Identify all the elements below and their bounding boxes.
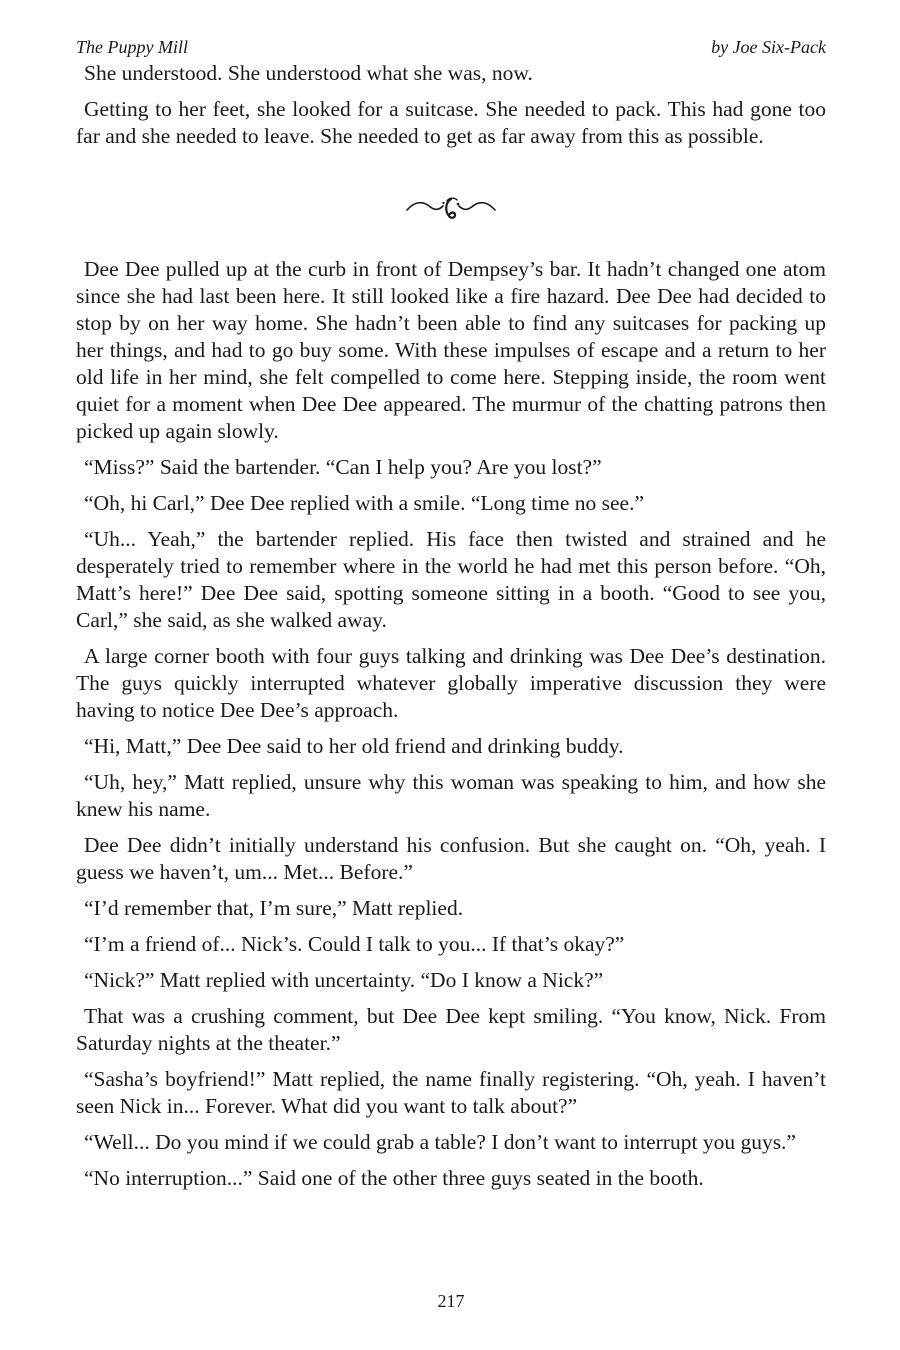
page-number: 217: [437, 1291, 465, 1311]
paragraph: “Sasha’s boyfriend!” Matt replied, the name finally registering. “Oh, yeah. I haven’t seen Nick in... Forever. What did you want to talk about?”: [76, 1067, 826, 1118]
book-page: [76, 36, 826, 1326]
paragraph: “I’m a friend of... Nick’s. Could I talk to you... If that’s okay?”: [84, 932, 625, 956]
body-text: [76, 60, 826, 1192]
paragraph: Dee Dee pulled up at the curb in front of Dempsey’s bar. It hadn’t changed one atom since she had last been here. It still looked like a fire hazard. Dee Dee had decided to stop by on her way home. She hadn’t been able to find any suitcases for packing up her things, and had to go buy some. With these impulses of escape and a return to her old life in her mind, she felt compelled to come here. Stepping inside, the room went quiet for a moment when Dee Dee appeared. The murmur of the chatting patrons then picked up again slowly.: [76, 257, 826, 443]
paragraph: That was a crushing comment, but Dee Dee kept smiling. “You know, Nick. From Saturday nights at the theater.”: [76, 1004, 826, 1055]
paragraph: She understood. She understood what she was, now.: [84, 61, 533, 85]
book-author: by Joe Six-Pack: [711, 37, 826, 57]
paragraph: “Uh, hey,” Matt replied, unsure why this woman was speaking to him, and how she knew his name.: [76, 770, 826, 821]
running-header: [76, 36, 826, 60]
paragraph: “Miss?” Said the bartender. “Can I help you? Are you lost?”: [84, 455, 602, 479]
paragraph: “Oh, hi Carl,” Dee Dee replied with a smile. “Long time no see.”: [84, 491, 644, 515]
paragraph: “Uh... Yeah,” the bartender replied. His face then twisted and strained and he desperately tried to remember where in the world he had met this person before. “Oh, Matt’s here!” Dee Dee said, spotting someone sitting in a booth. “Good to see you, Carl,” she said, as she walked away.: [76, 527, 826, 632]
paragraph: “Hi, Matt,” Dee Dee said to her old friend and drinking buddy.: [84, 734, 624, 758]
section-break: [76, 160, 826, 256]
paragraph: A large corner booth with four guys talking and drinking was Dee Dee’s destination. The guys quickly interrupted whatever globally imperative discussion they were having to notice Dee Dee’s approach.: [76, 644, 826, 722]
paragraph: Dee Dee didn’t initially understand his confusion. But she caught on. “Oh, yeah. I guess we haven’t, um... Met... Before.”: [76, 833, 826, 884]
fleuron-ornament-icon: [405, 195, 497, 221]
paragraph: “I’d remember that, I’m sure,” Matt replied.: [84, 896, 464, 920]
paragraph: “Well... Do you mind if we could grab a table? I don’t want to interrupt you guys.”: [84, 1130, 796, 1154]
paragraph: “No interruption...” Said one of the other three guys seated in the booth.: [84, 1166, 704, 1190]
paragraph: Getting to her feet, she looked for a suitcase. She needed to pack. This had gone too far and she needed to leave. She needed to get as far away from this as possible.: [76, 97, 826, 148]
book-title: The Puppy Mill: [76, 37, 188, 57]
paragraph: “Nick?” Matt replied with uncertainty. “Do I know a Nick?”: [84, 968, 604, 992]
